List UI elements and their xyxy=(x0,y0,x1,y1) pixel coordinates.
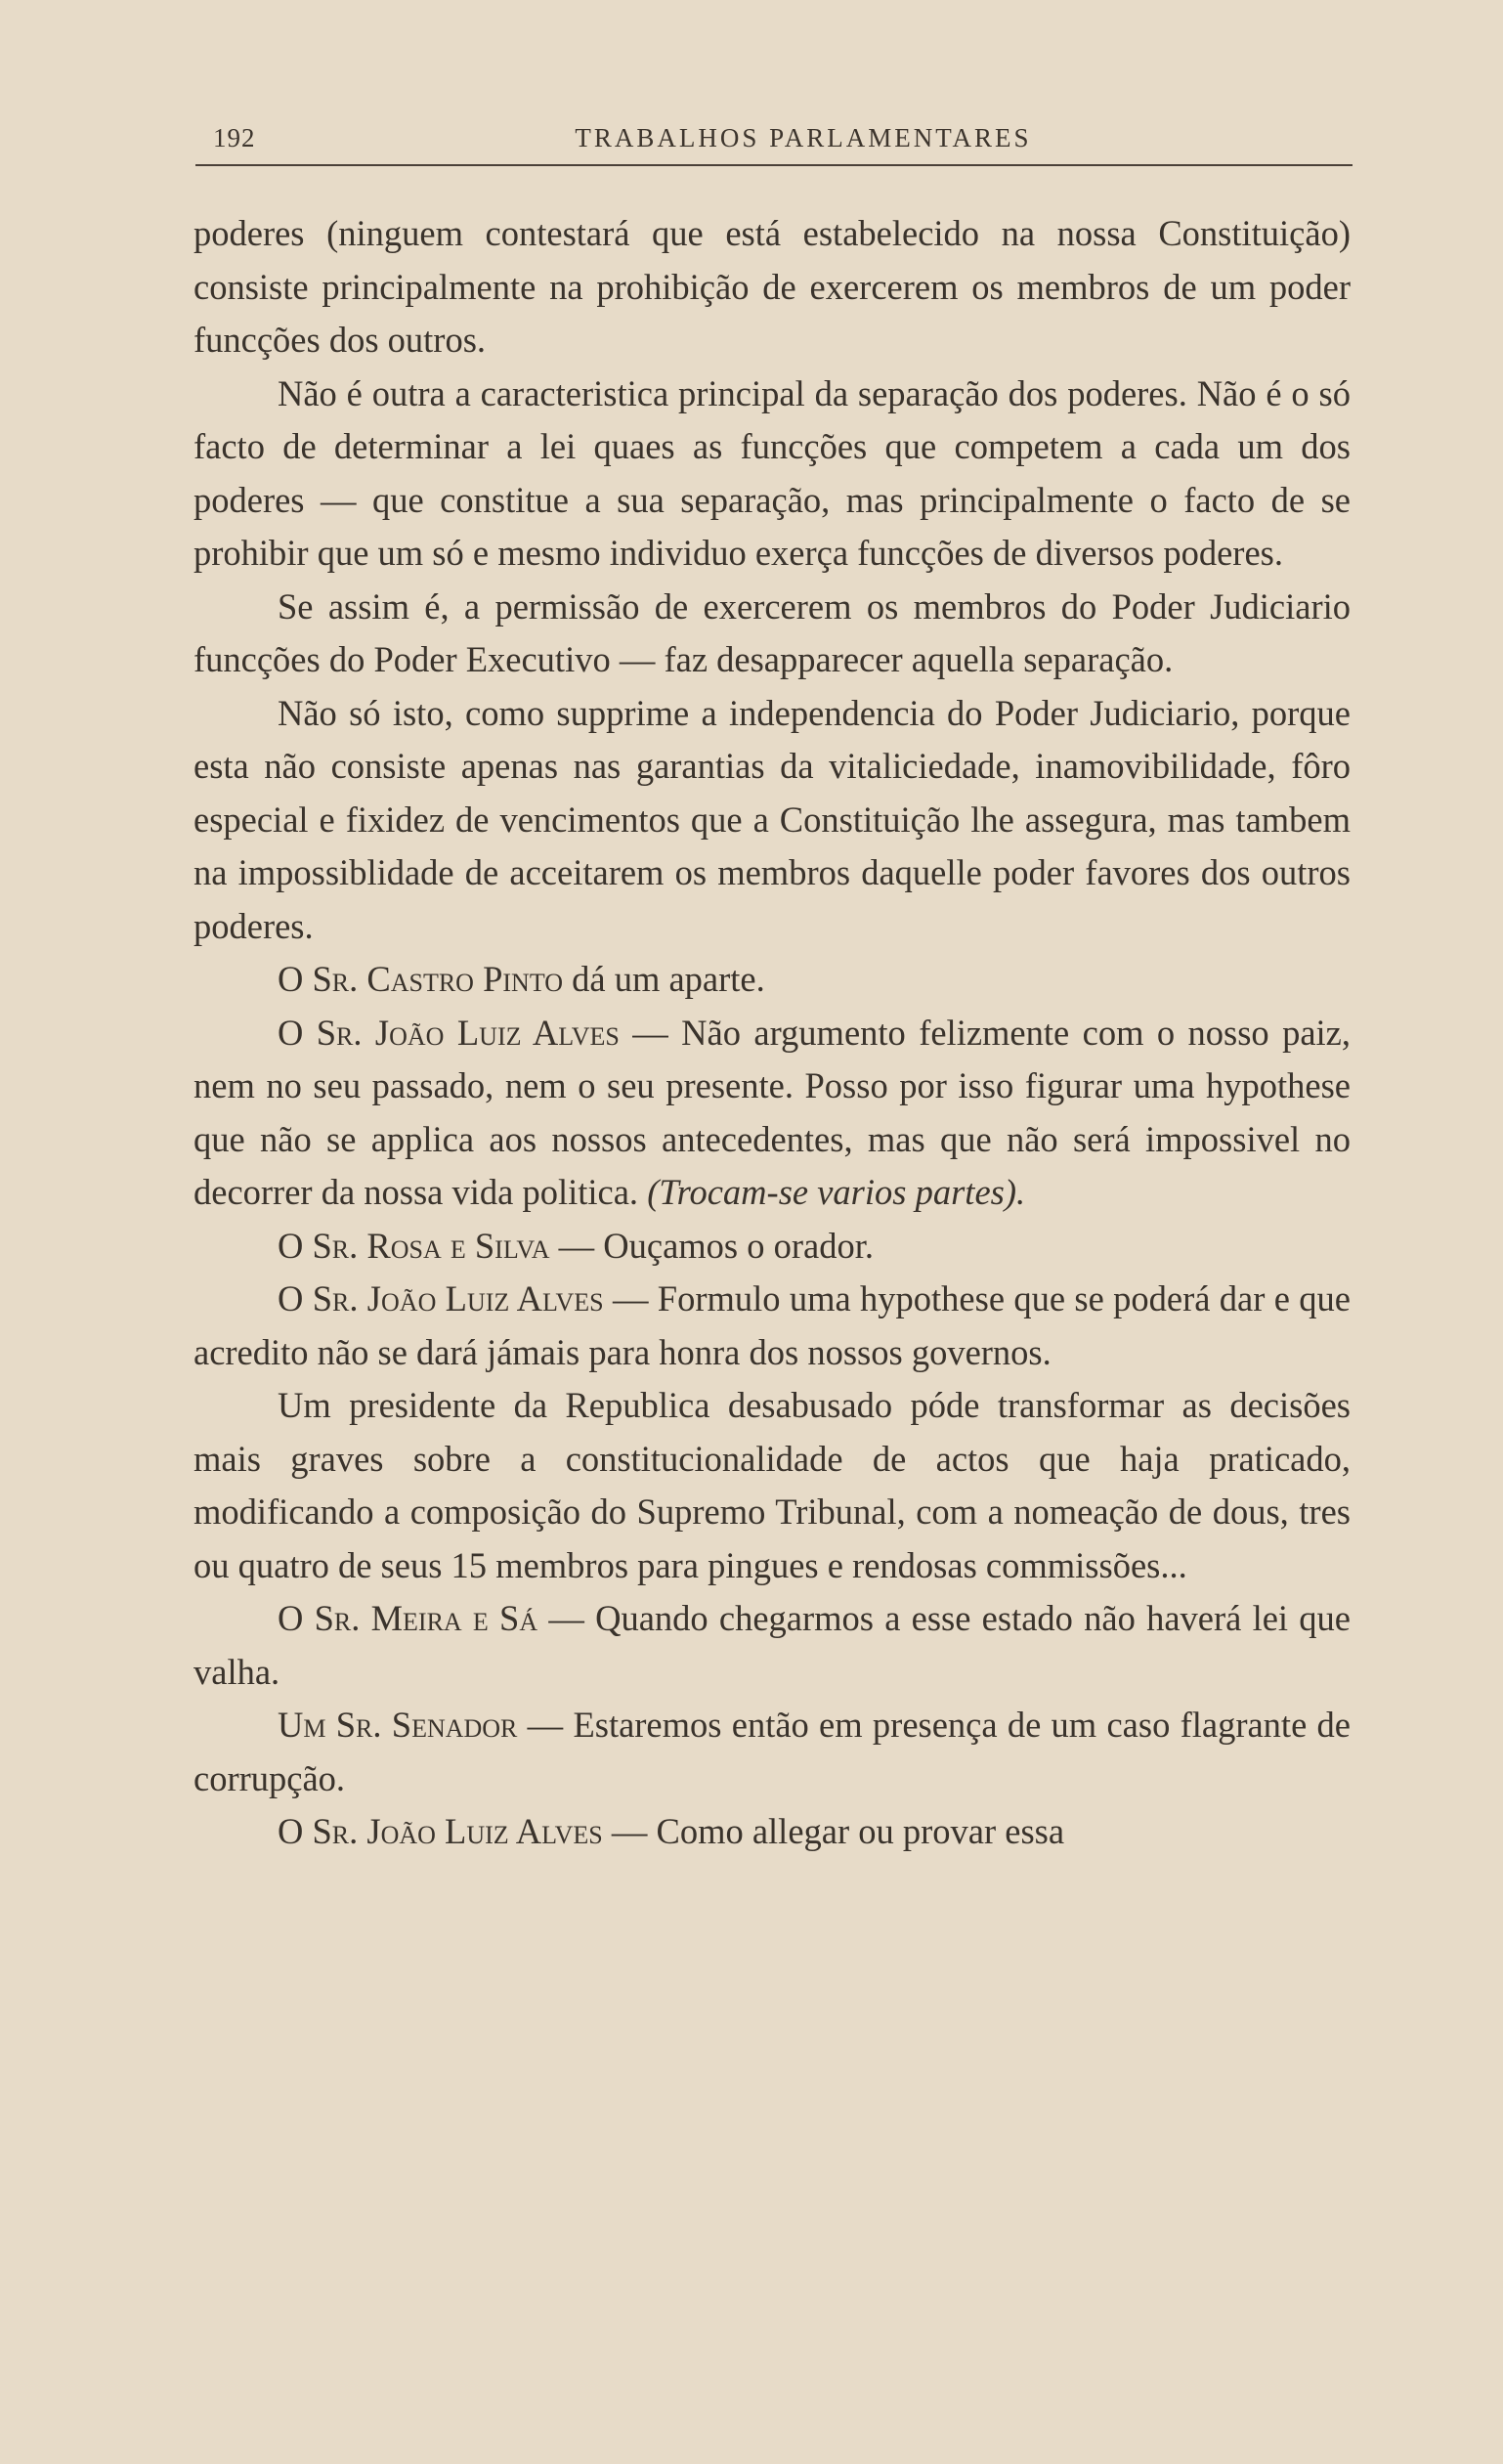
body-text xyxy=(193,207,1351,1859)
speaker-name: O Sr. Castro Pinto xyxy=(278,959,564,999)
speech xyxy=(193,1592,1351,1699)
stage-note: (Trocam-se varios partes). xyxy=(647,1172,1026,1212)
speaker-name: O Sr. João Luiz Alves xyxy=(278,1012,620,1053)
speech-text: — Não argumento felizmente com o nosso paiz, nem no seu passado, nem o seu presente. Posso por isso figurar uma hypothese que não se applica aos nossos antecedentes, mas que não será impossivel no decorrer da nossa vida politica. xyxy=(193,1012,1351,1212)
speech xyxy=(193,1007,1351,1220)
paragraph-text: poderes (ninguem contestará que está estabelecido na nossa Constituição) consiste principalmente na prohibição de exercerem os membros de um poder funcções dos outros. xyxy=(193,213,1351,360)
paragraph-text: Não só isto, como supprime a independencia do Poder Judiciario, porque esta não consiste apenas nas garantias da vitaliciedade, inamovibilidade, fôro especial e fixidez de vencimentos que a Constituição lhe assegura, mas tambem na impossiblidade de acceitarem os membros daquelle poder favores dos outros poderes. xyxy=(193,692,1351,946)
speech xyxy=(193,1220,1351,1274)
paragraph-text: Não é outra a caracteristica principal da separação dos poderes. Não é o só facto de determinar a lei quaes as funcções que competem a cada um dos poderes — que constitue a sua separação, mas principalmente o facto de se prohibir que um só e mesmo individuo exerça funcções de diversos poderes. xyxy=(193,372,1351,573)
speaker-name: O Sr. João Luiz Alves xyxy=(278,1811,603,1851)
paragraph xyxy=(193,687,1351,954)
speech-text: — Estaremos então em presença de um caso flagrante de corrupção. xyxy=(193,1705,1351,1798)
paragraph-text: Se assim é, a permissão de exercerem os membros do Poder Judiciario funcções do Poder Executivo — faz desapparecer aquella separação. xyxy=(193,585,1351,679)
speech-text: dá um aparte. xyxy=(572,959,765,999)
speech xyxy=(193,1805,1351,1859)
paragraph xyxy=(193,207,1351,367)
page-number: 192 xyxy=(213,123,256,152)
speaker-name: Um Sr. Senador xyxy=(278,1705,518,1745)
speech-text: — Quando chegarmos a esse estado não haverá lei que valha. xyxy=(193,1598,1351,1692)
speech-text: — Ouçamos o orador. xyxy=(558,1225,875,1266)
paragraph xyxy=(193,1379,1351,1592)
paragraph xyxy=(193,581,1351,687)
paragraph xyxy=(193,367,1351,581)
speaker-name: O Sr. Rosa e Silva xyxy=(278,1225,550,1266)
speech-text: — Formulo uma hypothese que se poderá dar e que acredito não se dará jámais para honra dos nossos governos. xyxy=(193,1278,1351,1372)
speaker-name: O Sr. João Luiz Alves xyxy=(278,1278,604,1318)
speech xyxy=(193,953,1351,1007)
speaker-name: O Sr. Meira e Sá xyxy=(278,1598,538,1638)
speech xyxy=(193,1699,1351,1805)
speech xyxy=(193,1273,1351,1379)
paragraph-text: Um presidente da Republica desabusado póde transformar as decisões mais graves sobre a constitucionalidade de actos que haja praticado, modificando a composição do Supremo Tribunal, com a nomeação de dous, tres ou quatro de seus 15 membros para pingues e rendosas commissões... xyxy=(193,1385,1351,1585)
page-header xyxy=(195,106,1353,166)
running-head: TRABALHOS PARLAMENTARES xyxy=(575,123,1032,152)
speech-text: — Como allegar ou provar essa xyxy=(611,1811,1065,1851)
